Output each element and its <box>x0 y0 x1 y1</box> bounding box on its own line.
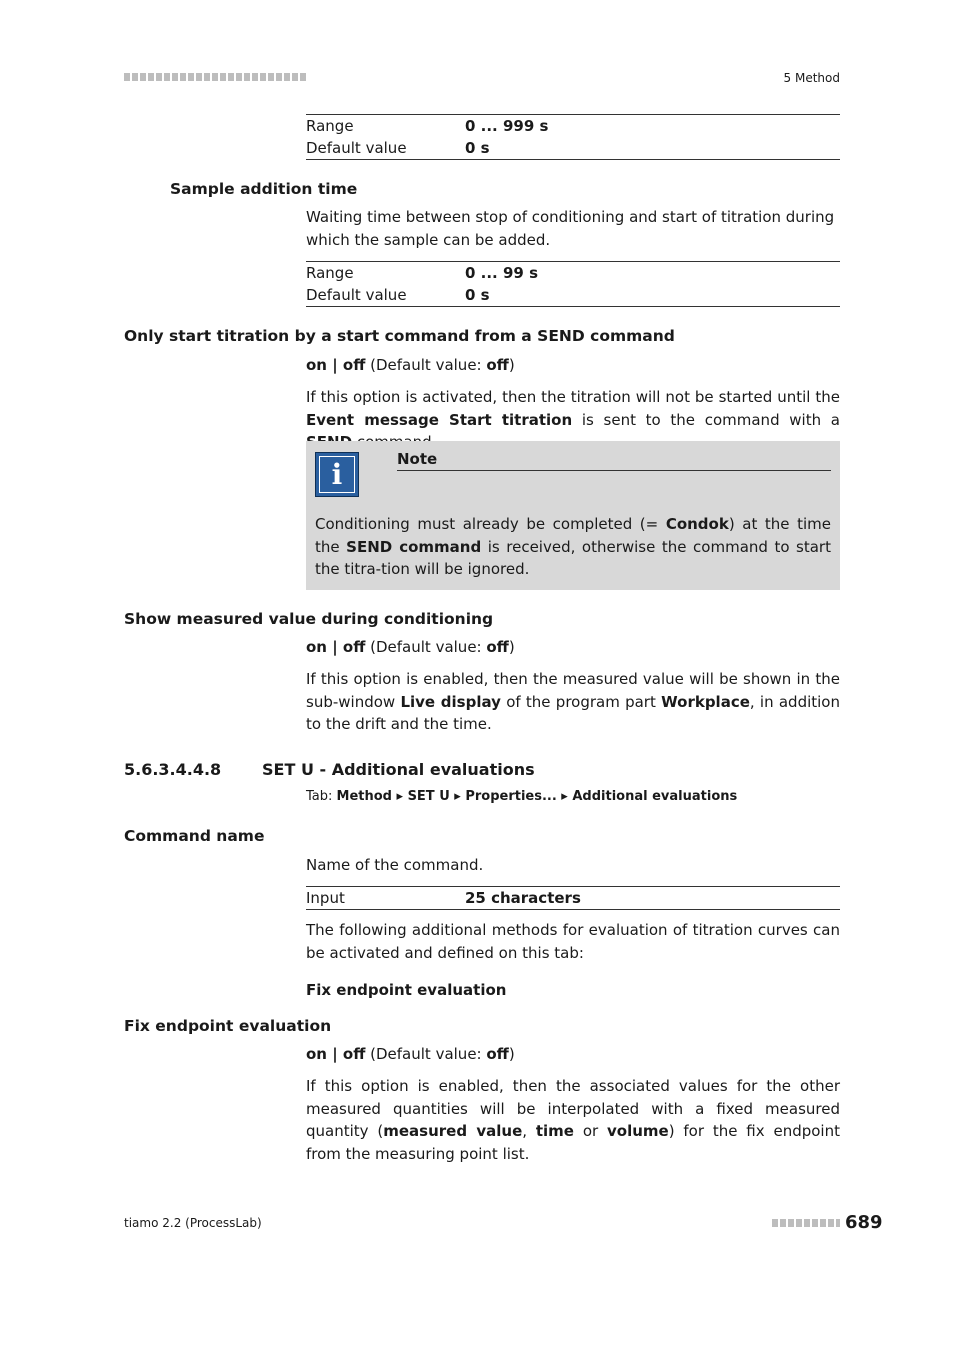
default-prefix: (Default value: <box>365 638 487 656</box>
following-methods-text: The following additional methods for evaluation of titration curves can be activated and defined on this tab: <box>306 921 840 962</box>
only-start-heading: Only start titration by a start command from a SEND command <box>124 327 675 345</box>
show-measured-default <box>306 636 840 659</box>
section-number: 5.6.3.4.4.8 <box>124 760 222 779</box>
onoff-text: on | off <box>306 356 366 374</box>
row-label: Input <box>306 889 345 907</box>
text-run: , <box>522 1122 536 1140</box>
default-value: off <box>486 356 509 374</box>
page-number: 689 <box>845 1212 883 1233</box>
row-value: 25 characters <box>465 889 581 907</box>
only-start-default <box>306 354 840 377</box>
text-run: ) at the time the <box>315 515 831 556</box>
fix-endpoint-heading: Fix endpoint evaluation <box>124 1017 332 1035</box>
footer-decoration <box>772 1219 840 1227</box>
onoff-text: on | off <box>306 638 366 656</box>
default-value: off <box>486 638 509 656</box>
note-box <box>306 441 840 590</box>
fix-endpoint-desc <box>306 1075 840 1165</box>
row-label: Range <box>306 264 354 282</box>
table-row <box>306 137 840 159</box>
fix-endpoint-default <box>306 1043 840 1066</box>
command-name-heading: Command name <box>124 827 265 845</box>
row-value: 0 s <box>465 286 490 304</box>
text-run: , in addition to the drift and the time. <box>306 692 840 733</box>
parameter-table <box>306 261 840 307</box>
row-label: Default value <box>306 286 407 304</box>
show-measured-heading: Show measured value during conditioning <box>124 610 494 628</box>
default-value: off <box>486 1045 509 1063</box>
bold-run: time <box>535 1122 574 1140</box>
onoff-text: on | off <box>306 1045 366 1063</box>
default-prefix: (Default value: <box>365 356 487 374</box>
tab-path <box>306 789 737 804</box>
row-value: 0 ... 999 s <box>465 117 549 135</box>
default-suffix: ) <box>508 1045 515 1063</box>
sample-addition-heading: Sample addition time <box>170 180 358 198</box>
text-run: or <box>573 1122 607 1140</box>
tab-prefix: Tab: <box>306 789 337 804</box>
bold-run: Event message Start titration <box>306 410 573 429</box>
text-run: is sent to the command with a <box>572 410 840 429</box>
text-run: Conditioning must already be completed (= <box>315 515 666 533</box>
row-label: Default value <box>306 139 407 157</box>
table-row <box>306 262 840 284</box>
bold-run: Live display <box>400 692 501 711</box>
default-suffix: ) <box>508 356 515 374</box>
footer-product: tiamo 2.2 (ProcessLab) <box>124 1216 262 1230</box>
info-icon: i <box>315 452 359 497</box>
default-suffix: ) <box>508 638 515 656</box>
table-row <box>306 284 840 306</box>
text-run: If this option is enabled, then the associated values for the other measured quantities will be interpolated with a fixed measured quantity ( <box>306 1077 840 1140</box>
bold-run: volume <box>607 1122 669 1140</box>
table-row <box>306 115 840 137</box>
fix-endpoint-list-item: Fix endpoint evaluation <box>306 981 507 999</box>
tab-path-text: Method ▸ SET U ▸ Properties... ▸ Additional evaluations <box>336 789 738 804</box>
bold-run: Workplace <box>661 692 750 711</box>
bold-run: Condok <box>665 515 729 533</box>
row-label: Range <box>306 117 354 135</box>
bold-run: SEND command <box>346 537 482 556</box>
note-body <box>315 513 831 581</box>
sample-addition-desc: Waiting time between stop of conditioning and start of titration during which the sample can be added. <box>306 208 835 249</box>
parameter-table <box>306 114 840 160</box>
default-prefix: (Default value: <box>365 1045 487 1063</box>
row-value: 0 s <box>465 139 490 157</box>
text-run: If this option is activated, then the titration will not be started until the <box>306 388 840 406</box>
note-title: Note <box>397 450 831 471</box>
bold-run: measured value <box>383 1122 523 1140</box>
text-run: of the program part <box>500 692 662 711</box>
command-name-desc: Name of the command. <box>306 856 484 874</box>
header-decoration <box>124 73 308 81</box>
row-value: 0 ... 99 s <box>465 264 539 282</box>
table-row <box>306 887 840 909</box>
header-section: 5 Method <box>783 71 840 85</box>
show-measured-desc <box>306 668 840 736</box>
section-title: SET U - Additional evaluations <box>262 760 535 779</box>
parameter-table <box>306 886 840 910</box>
text-run: If this option is enabled, then the measured value will be shown in the sub-window <box>306 670 840 711</box>
text-run: ) for the fix endpoint from the measuring point list. <box>306 1122 840 1163</box>
text-run: is received, otherwise the command to start the titra-tion will be ignored. <box>315 537 831 578</box>
